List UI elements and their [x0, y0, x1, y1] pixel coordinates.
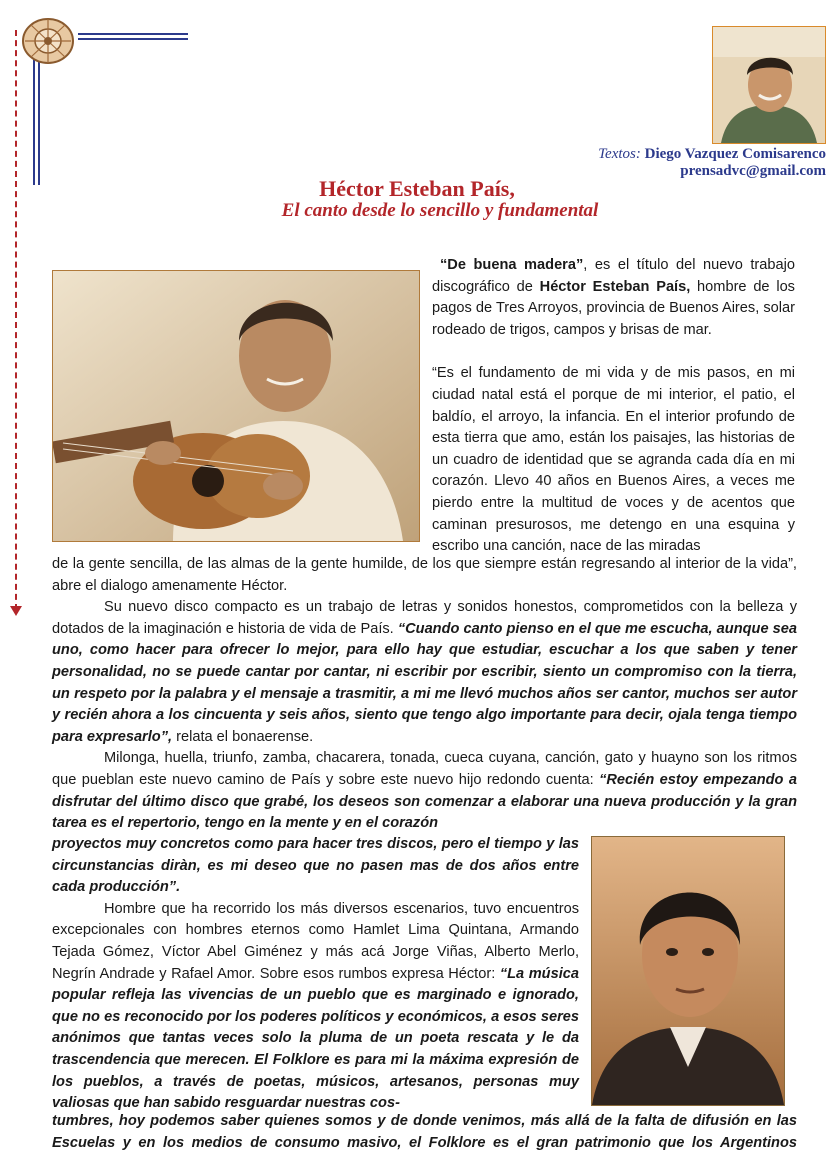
credit-label: Textos:: [598, 146, 641, 162]
artist-portrait-photo: [591, 836, 785, 1106]
album-title: “De buena madera”: [440, 257, 584, 273]
artist-name: Héctor Esteban País,: [539, 278, 691, 295]
paragraph-encounters: [52, 899, 579, 1115]
horizontal-double-rule: [78, 33, 188, 41]
body-left-column: [52, 834, 579, 1115]
author-portrait-photo: [712, 26, 826, 144]
down-arrow-icon: [10, 606, 22, 616]
intro-text: , es el título del nuevo trabajo discográfico de: [432, 257, 795, 295]
para3-text: Milonga, huella, triunfo, zamba, chacarera, tonada, cueca cuyana, canción, gato y huayno son los ritmos que pueblan este nuevo camino de País y sobre este nuevo hijo redondo cuenta:: [52, 750, 797, 788]
article-credit: [598, 146, 826, 180]
quote-continuation: de la gente sencilla, de las almas de la gente humilde, de los que siempre están regresando al interior de la vida”, abre el dialogo amenamente Héctor.: [52, 556, 797, 594]
para2-text: Su nuevo disco compacto es un trabajo de letras y sonidos honestos, comprometidos con la belleza y dotados de la imaginación e historia de vida de País.: [52, 599, 797, 637]
left-dashed-rule: [15, 30, 17, 610]
para4-quote-continued: [52, 1111, 797, 1154]
para2-quote: “Cuando canto pienso en el que me escucha, aunque sea uno, como hacer para ofrecer lo mejor, para ello hay que estudiar, escuchar a los que saben y tener personalidad, no se puede cantar por cantar, ni escribir por escribir, siento un compromiso con la tierra, un respeto por la palabra y el mensaje a trasmitir, a mi me llevó muchos años ser cantor, muchos ser autor y recién ahora a los cincuenta y seis años, siento que tengo algo importante para decir, ojala tenga tiempo para expresarlo”,: [52, 620, 797, 745]
body-bottom: [52, 1111, 797, 1154]
para3-quote: “Recién estoy empezando a disfrutar del último disco que grabé, los deseos son comenzar a elaborar una nueva producción y la gran tarea es el repertorio, tengo en la mente y en el corazón: [52, 771, 797, 832]
quote-paragraph: “Es el fundamento de mi vida y de mis pasos, en mi ciudad natal está el porque de mi interior, el patio, el baldío, el arroyo, la infancia. En el interior profundo de esta tierra que amo, están los paisajes, las historias de un cuadro de identidad que se agranda cada día en mi corazón. Llevo 40 años en Buenos Aires, a veces me pierdo entre la multitud de voces y de acentos que caminan presurosos, me detengo en una esquina y escribo una canción, nace de las miradas: [432, 365, 795, 555]
para2-end: relata el bonaerense.: [172, 728, 314, 745]
body-full-width: [52, 554, 797, 835]
paragraph-rhythms: [52, 748, 797, 834]
para3-quote-continued: [52, 834, 579, 899]
para4-quote: “La música popular refleja las vivencias de un pueblo que es marginado e ignorado, que no es reconocido por los poderes políticos y económicos, a esos seres anónimos que tantas veces solo la pluma de un poeta rescata y le da trascendencia que merecen. El Folklore es para mi la máxima expresión de los pueblos, a través de poetas, músicos, artesanos, personas muy valiosas que han sabido resguardar nuestras cos-: [52, 965, 579, 1112]
intro-column: [432, 255, 795, 558]
para3-quote-b: proyectos muy concretos como para hacer tres discos, pero el tiempo y las circunstancias diràn, es mi deseo que no pasen mas de dos años entre cada producción”.: [52, 836, 579, 896]
article-subtitle: El canto desde lo sencillo y fundamental: [281, 200, 599, 221]
intro-text-end: hombre de los pagos de Tres Arroyos, provincia de Buenos Aires, solar rodeado de trigos, campos y brisas de mar.: [432, 278, 795, 338]
intro-paragraph: [432, 255, 795, 341]
paragraph-new-album: [52, 597, 797, 748]
para4-quote-b: tumbres, hoy podemos saber quienes somos y de donde venimos, más allá de la falta de difusión en las Escuelas y en los medios de consumo masivo, el Folklore es el gran patrimonio que los Argentinos: [52, 1113, 797, 1151]
shell-logo-icon: [20, 14, 76, 66]
article-title: Héctor Esteban País,: [319, 176, 515, 201]
credit-email: prensadvc@gmail.com: [680, 163, 826, 179]
guitarist-photo: [52, 270, 420, 542]
para4-text: Hombre que ha recorrido los más diversos escenarios, tuvo encuentros excepcionales con hombres eternos como Hamlet Lima Quintana, Armando Tejada Gómez, Víctor Abel Giménez y más acá Jorge Viñas, Alberto Merlo, Negrín Andrade y Rafael Amor. Sobre esos rumbos expresa Héctor:: [52, 900, 579, 982]
credit-author: Diego Vazquez Comisarenco: [644, 146, 826, 162]
